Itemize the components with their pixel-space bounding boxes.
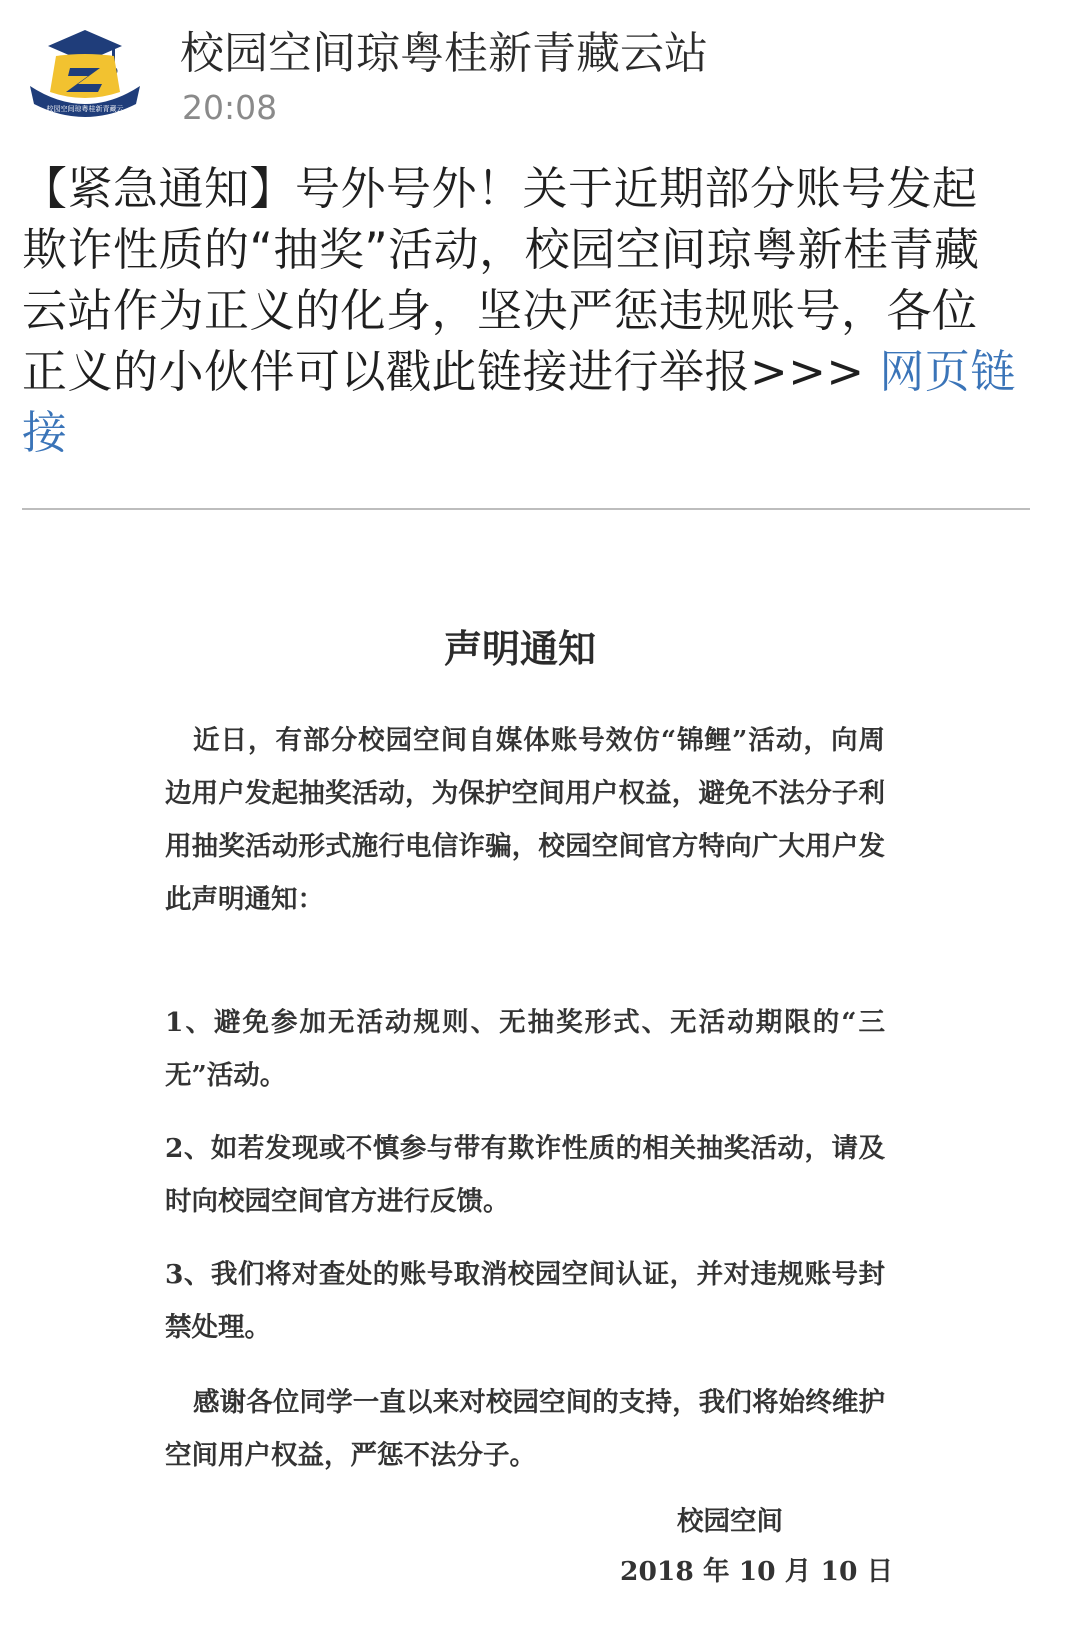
notice-image[interactable] xyxy=(0,512,1066,1647)
signature-date: 2018 年 10 月 10 日 xyxy=(620,1556,894,1587)
post-header xyxy=(22,22,1042,132)
post-body xyxy=(22,158,1022,463)
account-avatar-icon[interactable] xyxy=(26,26,144,126)
post-text: 【紧急通知】号外号外！关于近期部分账号发起欺诈性质的“抽奖”活动，校园空间琼粤新桂青藏云站作为正义的化身，坚决严惩违规账号，各位正义的小伙伴可以戳此链接进行举报>>> xyxy=(22,162,980,398)
notice-item-1: 1、避免参加无活动规则、无抽奖形式、无活动期限的“三无”活动。 xyxy=(165,1007,885,1091)
logo-text: 校园空间琼粤桂新青藏云 xyxy=(46,105,124,113)
post-time: 20:08 xyxy=(182,88,278,127)
account-name[interactable]: 校园空间琼粤桂新青藏云站 xyxy=(180,28,708,79)
notice-item-3: 3、我们将对查处的账号取消校园空间认证，并对违规账号封禁处理。 xyxy=(165,1259,885,1343)
notice-item-2: 2、如若发现或不慎参与带有欺诈性质的相关抽奖活动，请及时向校园空间官方进行反馈。 xyxy=(165,1133,885,1217)
web-link[interactable]: 网页链接 xyxy=(22,345,1016,459)
signature-org: 校园空间 xyxy=(677,1506,783,1537)
notice-intro: 近日，有部分校园空间自媒体账号效仿“锦鲤”活动，向周边用户发起抽奖活动，为保护空间用户权益，避免不法分子利用抽奖活动形式施行电信诈骗，校园空间官方特向广大用户发此声明通知： xyxy=(165,725,885,915)
notice-thanks: 感谢各位同学一直以来对校园空间的支持，我们将始终维护空间用户权益，严惩不法分子。 xyxy=(165,1387,885,1471)
divider xyxy=(22,508,1030,510)
notice-title: 声明通知 xyxy=(443,626,596,671)
